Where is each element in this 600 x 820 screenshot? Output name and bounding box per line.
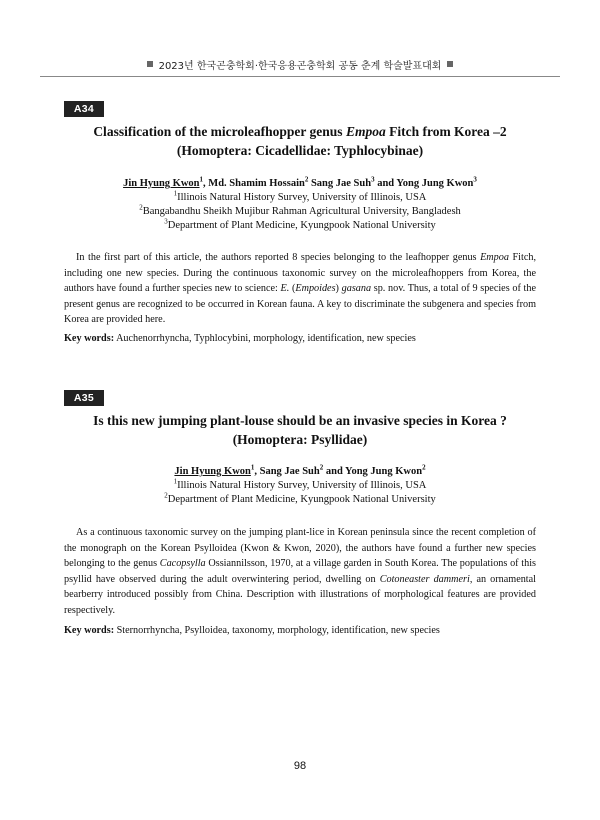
author-sup: 1: [250, 463, 255, 472]
keywords-list: Auchenorrhyncha, Typhlocybini, morphology, identification, new species: [114, 333, 416, 344]
abstract-italic: E.: [280, 283, 290, 294]
abstract-text: As a continuous taxonomic survey on the jumping plant-lice in Korean peninsula since the recent completion of the monograph on the Korean Psylloidea (Kwon & Kwon, 2020), the authors have found a further new species belonging to the genus: [64, 527, 536, 569]
affiliation: [64, 191, 536, 205]
affiliation: [64, 205, 536, 219]
abstract-italic: Cacopsylla: [159, 558, 206, 569]
abstract-italic: Empoa: [480, 252, 509, 263]
keywords-list: Sternorrhyncha, Psylloidea, taxonomy, morphology, identification, new species: [114, 625, 440, 636]
author-name: and Yong Jung Kwon: [374, 178, 474, 189]
abstract-text: In the first part of this article, the authors reported 8 species belonging to the leafhopper genus: [76, 252, 481, 263]
title-genus: Empoa: [345, 124, 386, 139]
author-list: [64, 177, 536, 191]
abstract-italic: gasana: [341, 283, 372, 294]
square-bullet-icon: [147, 61, 153, 67]
abstract: [64, 250, 536, 328]
affiliation-text: Bangabandhu Sheikh Mujibur Rahman Agricultural University, Bangladesh: [142, 206, 461, 217]
page-number: 98: [293, 760, 307, 772]
author-name: , Sang Jae Suh: [254, 466, 320, 477]
author-block: [64, 177, 536, 233]
author-block: [64, 465, 536, 507]
page-header: [40, 52, 560, 77]
author-list: [64, 465, 536, 479]
author-sup: 3: [473, 175, 477, 184]
abstract-text: sp. nov. Thus, a total of 9 species of the present genus are recognized to be occurred in Korean fauna. A key to discriminate the subgenera and species from Korea are provided here.: [64, 283, 536, 325]
square-bullet-icon: [447, 61, 453, 67]
title-line-2: (Homoptera: Cicadellidae: Typhlocybinae): [176, 143, 424, 158]
author-sup: 2: [319, 463, 324, 472]
title-text: Fitch from Korea –2: [385, 124, 507, 139]
abstract-text: (: [289, 283, 296, 294]
abstract: [64, 525, 536, 618]
article-title: [64, 122, 536, 160]
affiliation: [64, 479, 536, 493]
affiliation-sup: 1: [173, 189, 178, 198]
article-title: [64, 411, 536, 449]
keywords-label: Key words:: [64, 625, 115, 636]
affiliation: [64, 493, 536, 507]
affiliation-text: Illinois Natural History Survey, University of Illinois, USA: [177, 192, 427, 203]
author-name: , Md. Shamim Hossain: [203, 178, 305, 189]
author-sup: 2: [422, 463, 426, 472]
presenting-author: Jin Hyung Kwon: [174, 466, 251, 477]
title-line-1: Is this new jumping plant-louse should be an invasive species in Korea ?: [93, 413, 507, 428]
affiliation-text: Department of Plant Medicine, Kyungpook National University: [167, 494, 436, 505]
abstract-text: Fitch, including one new species. During the continuous taxonomic survey on the microleafhoppers from Korea, the authors have found a further species new to science:: [64, 252, 536, 294]
affiliation: [64, 219, 536, 233]
author-sup: 1: [199, 175, 204, 184]
title-text: Classification of the microleafhopper genus: [93, 124, 346, 139]
article-tag: A35: [64, 390, 104, 406]
abstract-italic: Empoides: [295, 283, 336, 294]
affiliation-sup: 1: [173, 477, 178, 486]
affiliation-sup: 3: [164, 217, 168, 226]
affiliation-sup: 2: [164, 491, 168, 500]
author-name: Sang Jae Suh: [308, 178, 372, 189]
article-tag: A34: [64, 101, 104, 117]
title-line-1: [64, 122, 536, 141]
affiliation-text: Department of Plant Medicine, Kyungpook National University: [167, 220, 436, 231]
keywords: [64, 624, 536, 638]
author-sup: 3: [371, 175, 375, 184]
keywords: [64, 332, 536, 346]
keywords-label: Key words:: [64, 333, 115, 344]
title-line-2: (Homoptera: Psyllidae): [232, 432, 368, 447]
abstract-text: , an ornamental bearberry introduced possibly from China. Description with illustrations of morphological features are provided respectively.: [64, 573, 536, 616]
presenting-author: Jin Hyung Kwon: [123, 178, 200, 189]
abstract-text: ): [335, 283, 342, 294]
abstract-italic: Cotoneaster dammeri: [379, 573, 470, 585]
affiliation-sup: 2: [139, 203, 143, 212]
abstract-text: Ossiannilsson, 1970, at a village garden in South Korea. The populations of this psyllid have observed during the adult overwintering period, dwelling on: [64, 558, 536, 585]
conference-title: 2023년 한국곤충학회·한국응용곤충학회 공동 춘계 학술발표대회: [158, 60, 442, 72]
author-name: and Yong Jung Kwon: [323, 466, 423, 477]
author-sup: 2: [304, 175, 309, 184]
affiliation-text: Illinois Natural History Survey, University of Illinois, USA: [177, 480, 427, 491]
